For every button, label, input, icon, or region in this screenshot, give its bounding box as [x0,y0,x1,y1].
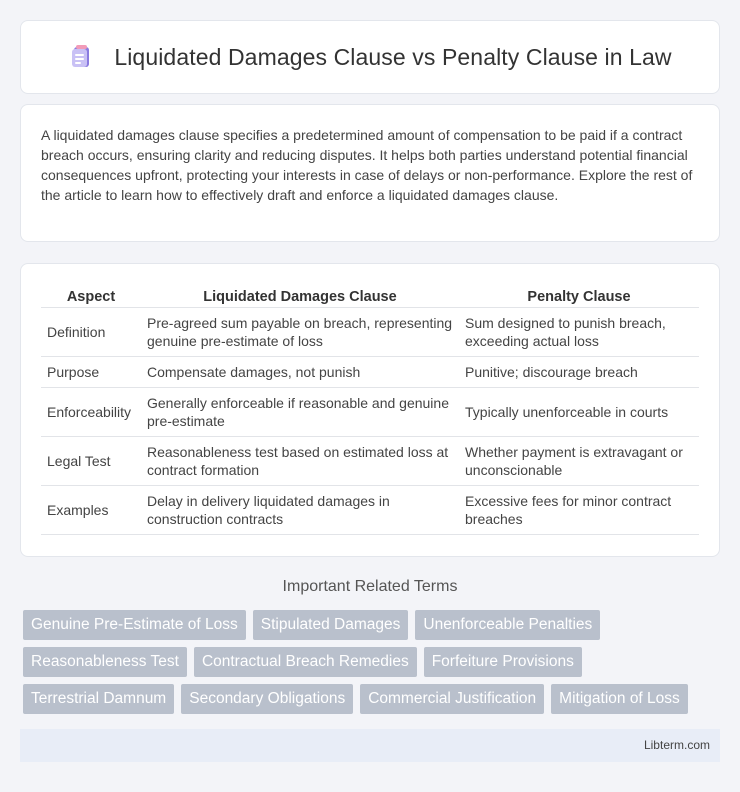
column-header-liquidated: Liquidated Damages Clause [141,282,459,308]
table-cell: Compensate damages, not punish [141,357,459,388]
table-cell: Pre-agreed sum payable on breach, representing genuine pre-estimate of loss [141,308,459,357]
related-terms-title: Important Related Terms [282,578,458,595]
related-term-tag[interactable]: Unenforceable Penalties [415,610,600,640]
related-term-tag[interactable]: Stipulated Damages [253,610,409,640]
table-cell: Legal Test [41,437,141,486]
document-icon [68,44,94,70]
footer [20,729,720,762]
related-term-tag[interactable]: Reasonableness Test [23,647,187,677]
footer-site-link[interactable]: Libterm.com [643,738,710,752]
table-row [41,308,699,357]
related-term-tag[interactable]: Contractual Breach Remedies [194,647,417,677]
related-term-tag[interactable]: Commercial Justification [360,684,544,714]
tag-row [23,647,723,677]
intro-card [20,104,720,242]
table-cell: Purpose [41,357,141,388]
table-cell: Typically unenforceable in courts [459,388,699,437]
table-cell: Punitive; discourage breach [459,357,699,388]
table-cell: Whether payment is extravagant or unconscionable [459,437,699,486]
table-cell: Excessive fees for minor contract breaches [459,486,699,535]
table-cell: Sum designed to punish breach, exceeding actual loss [459,308,699,357]
table-cell: Generally enforceable if reasonable and genuine pre-estimate [141,388,459,437]
related-term-tag[interactable]: Secondary Obligations [181,684,353,714]
table-cell: Enforceability [41,388,141,437]
related-term-tag[interactable]: Forfeiture Provisions [424,647,582,677]
table-cell: Reasonableness test based on estimated loss at contract formation [141,437,459,486]
related-term-tag[interactable]: Genuine Pre-Estimate of Loss [23,610,246,640]
comparison-table [41,282,699,535]
header-card [20,20,720,94]
table-row [41,388,699,437]
table-cell: Examples [41,486,141,535]
related-term-tag[interactable]: Terrestrial Damnum [23,684,174,714]
page-title: Liquidated Damages Clause vs Penalty Clause in Law [114,43,672,70]
tag-row [23,610,723,640]
column-header-aspect: Aspect [41,282,141,308]
intro-text: A liquidated damages clause specifies a predetermined amount of compensation to be paid if a contract breach occurs, ensuring clarity and reducing disputes. It helps both parties understand potential financial consequences upfront, protecting your interests in case of delays or non-performance. Explore the rest of the article to learn how to effectively draft and enforce a liquidated damages clause. [41,127,693,203]
table-row [41,357,699,388]
comparison-card [20,263,720,557]
table-row [41,437,699,486]
table-header-row [41,282,699,308]
tag-row [23,684,723,714]
column-header-penalty: Penalty Clause [459,282,699,308]
table-row [41,486,699,535]
table-cell: Definition [41,308,141,357]
related-terms-list [23,610,723,721]
related-term-tag[interactable]: Mitigation of Loss [551,684,688,714]
table-cell: Delay in delivery liquidated damages in construction contracts [141,486,459,535]
